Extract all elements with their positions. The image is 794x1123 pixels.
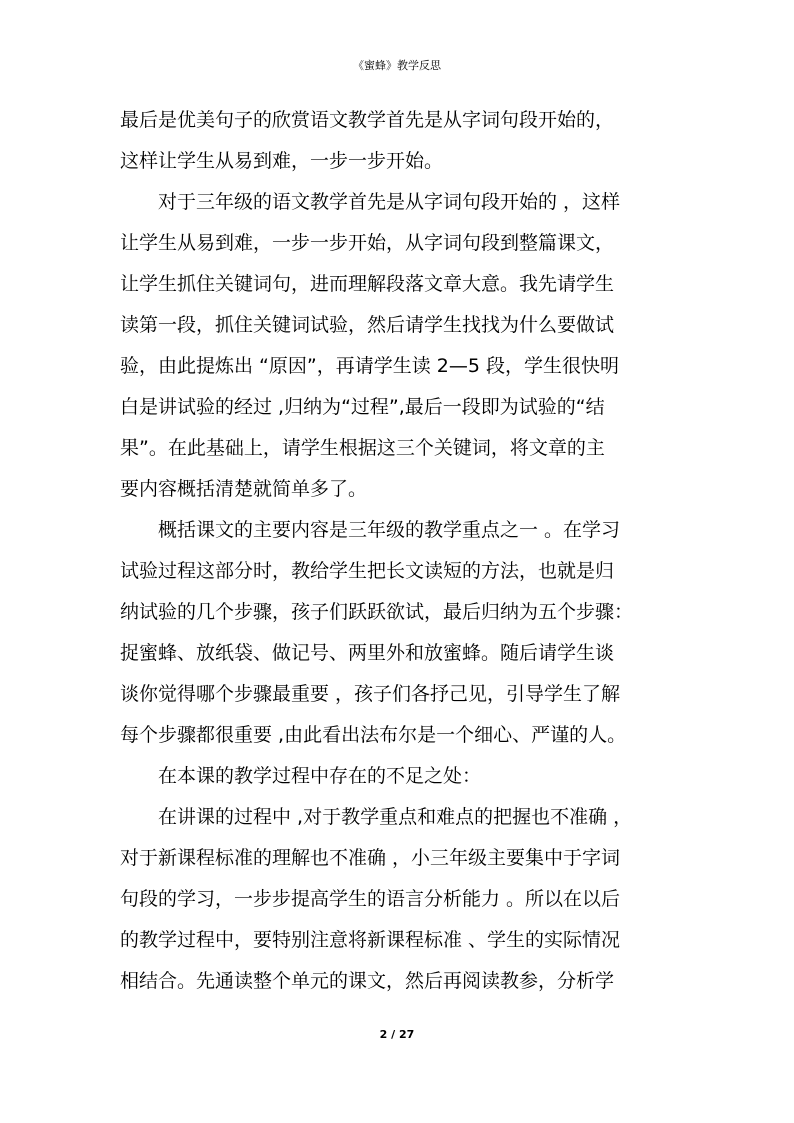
page-number: 2 / 27 [379, 1028, 415, 1041]
text-line: 让学生从易到难，一步一步开始，从字词句段到整篇课文， [120, 232, 615, 254]
text-line: 要内容概括清楚就简单多了。 [120, 478, 368, 500]
body-text [120, 100, 680, 1002]
text-line: 对于三年级的语文教学首先是从字词句段开始的 ，这样 [120, 191, 621, 213]
text-line: 果”。在此基础上，请学生根据这三个关键词，将文章的主 [120, 437, 605, 459]
text-line: 谈你觉得哪个步骤最重要 ，孩子们各抒己见，引导学生了解 [120, 683, 621, 705]
page-header-title: 《蜜蜂》教学反思 [353, 59, 441, 72]
text-line: 在讲课的过程中 ,对于教学重点和难点的把握也不准确 ， [120, 806, 633, 828]
text-line: 的教学过程中，要特别注意将新课程标准 、学生的实际情况 [120, 929, 621, 951]
text-line: 这样让学生从易到难，一步一步开始。 [120, 150, 444, 172]
text-line: 读第一段，抓住关键词试验，然后请学生找找为什么要做试 [120, 314, 615, 336]
text-line: 验，由此提炼出 “原因”，再请学生读 2—5 段，学生很快明 [120, 355, 619, 377]
text-line: 让学生抓住关键词句，进而理解段落文章大意。我先请学生 [120, 273, 615, 295]
text-line: 概括课文的主要内容是三年级的教学重点之一 。在学习 [120, 519, 621, 541]
text-line: 捉蜜蜂、放纸袋、做记号、两里外和放蜜蜂。随后请学生谈 [120, 642, 615, 664]
text-line: 试验过程这部分时，教给学生把长文读短的方法，也就是归 [120, 560, 615, 582]
text-line: 最后是优美句子的欣赏语文教学首先是从字词句段开始的， [120, 109, 615, 131]
text-line: 句段的学习，一步步提高学生的语言分析能力 。所以在以后 [120, 888, 621, 910]
text-line: 对于新课程标准的理解也不准确 ，小三年级主要集中于字词 [120, 847, 621, 869]
text-line: 相结合。先通读整个单元的课文，然后再阅读教参，分析学 [120, 970, 615, 992]
text-line: 在本课的教学过程中存在的不足之处： [120, 765, 482, 787]
text-line: 每个步骤都很重要 ,由此看出法布尔是一个细心、严谨的人。 [120, 724, 627, 746]
text-line: 白是讲试验的经过 ,归纳为“过程”,最后一段即为试验的“结 [120, 396, 605, 418]
text-line: 纳试验的几个步骤，孩子们跃跃欲试，最后归纳为五个步骤： [120, 601, 634, 623]
